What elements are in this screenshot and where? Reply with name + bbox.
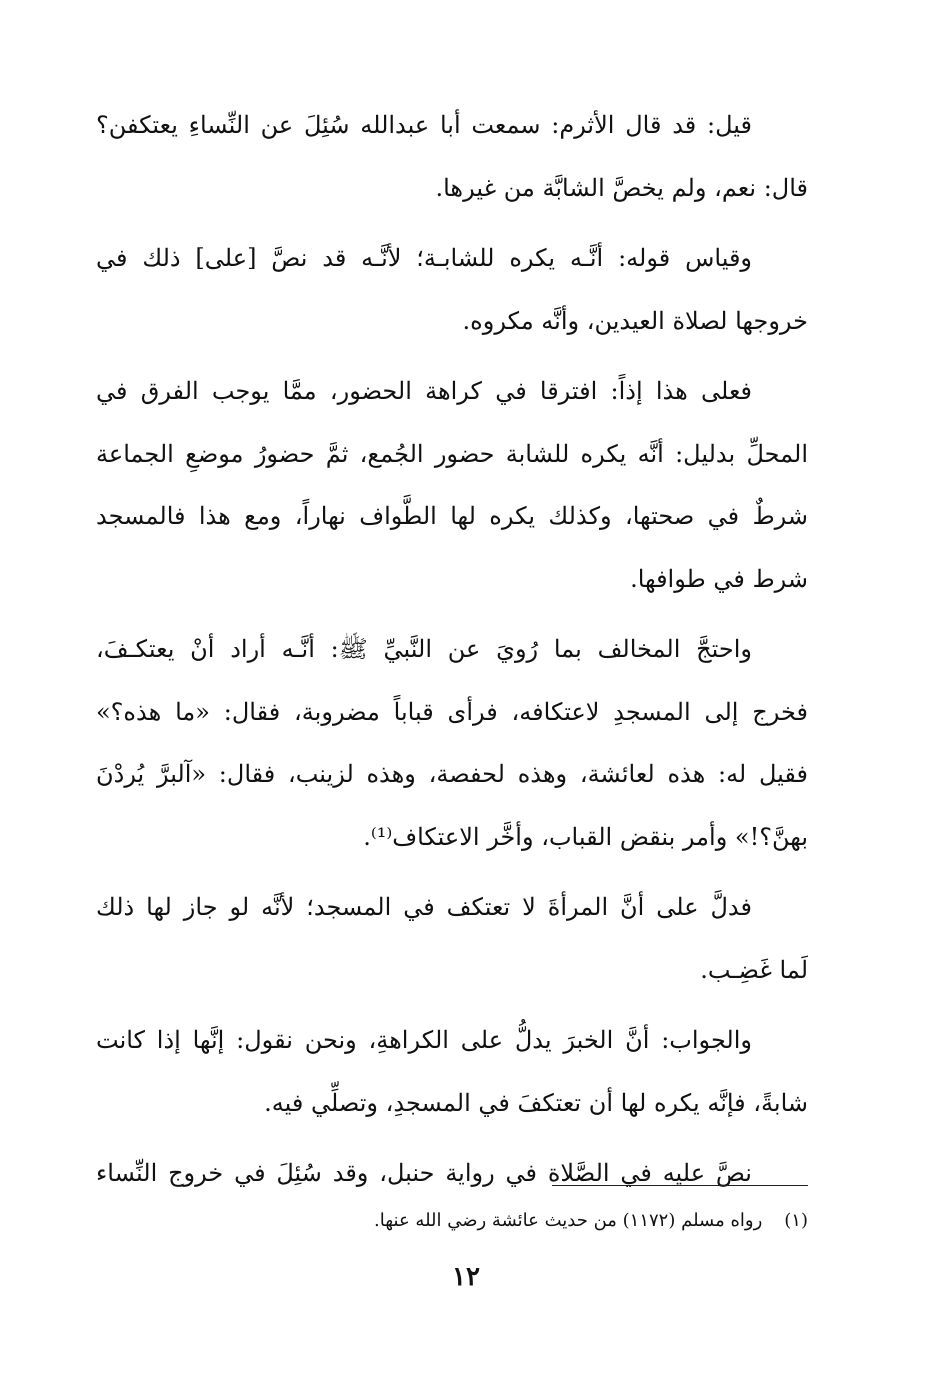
- text-line: وقياس قوله: أنَّـه يكره للشابـة؛ لأنَّـه قد نصَّ [على] ذلك في: [96, 244, 752, 272]
- footnote-number: (١): [784, 1210, 808, 1231]
- text-line: قال: نعم، ولم يخصَّ الشابَّة من غيرها.: [435, 173, 808, 202]
- footnote-text: رواه مسلم (١١٧٢) من حديث عائشة رضي الله عنها.: [374, 1210, 763, 1231]
- text-line: لَما غَضِـب.: [700, 955, 808, 984]
- paragraph-2: [96, 227, 808, 352]
- text-line: خروجها لصلاة العيدين، وأنَّه مكروه.: [462, 306, 808, 335]
- text-line: واحتجَّ المخالف بما رُويَ عن النَّبيِّ ﷺ: أنَّـه أراد أنْ يعتكـفَ،: [96, 635, 752, 663]
- text-line: شابةً، فإنَّه يكره لها أن تعتكفَ في المسجدِ، وتصلِّي فيه.: [264, 1088, 808, 1117]
- text-line: فدلَّ على أنَّ المرأةَ لا تعتكف في المسجد؛ لأنَّه لو جاز لها ذلك: [96, 893, 752, 921]
- paragraph-6: [96, 1009, 808, 1134]
- main-text: [96, 94, 808, 1213]
- footnote: [96, 1203, 808, 1239]
- paragraph-3: [96, 360, 808, 610]
- text-line: فعلى هذا إذاً: افترقا في كراهة الحضور، ممَّا يوجب الفرق في: [96, 377, 752, 405]
- text-line: فقيل له: هذه لعائشة، وهذه لحفصة، وهذه لزينب، فقال: «آلبرَّ يُردْنَ: [96, 760, 808, 788]
- paragraph-7: [96, 1142, 808, 1205]
- paragraph-4: [96, 618, 808, 868]
- text-line: المحلِّ بدليل: أنَّه يكره للشابة حضور الجُمع، ثمَّ حضورُ موضعِ الجماعة: [96, 439, 808, 468]
- paragraph-1: [96, 94, 808, 219]
- text-line: فخرج إلى المسجدِ لاعتكافه، فرأى قباباً مضروبة، فقال: «ما هذه؟»: [96, 697, 808, 726]
- text-line: والجواب: أنَّ الخبرَ يدلُّ على الكراهةِ، ونحن نقول: إنَّها إذا كانت: [96, 1026, 752, 1054]
- text-line: نصَّ عليه في الصَّلاة في رواية حنبل، وقد سُئِلَ في خروج النِّساء: [96, 1159, 752, 1187]
- text-line: شرطٌ في صحتها، وكذلك يكره لها الطَّواف نهاراً، ومع هذا فالمسجد: [96, 502, 808, 530]
- text-line: قيل: قد قال الأثرم: سمعت أبا عبدالله سُئِلَ عن النِّساءِ يعتكفن؟: [96, 111, 752, 139]
- page-number: ١٢: [452, 1262, 480, 1292]
- text-line: شرط في طوافها.: [630, 564, 808, 593]
- text-line: بهنَّ؟!» وأمر بنقض القباب، وأخَّر الاعتكاف⁽¹⁾.: [363, 822, 808, 851]
- paragraph-5: [96, 876, 808, 1001]
- footnote-separator: [552, 1185, 808, 1186]
